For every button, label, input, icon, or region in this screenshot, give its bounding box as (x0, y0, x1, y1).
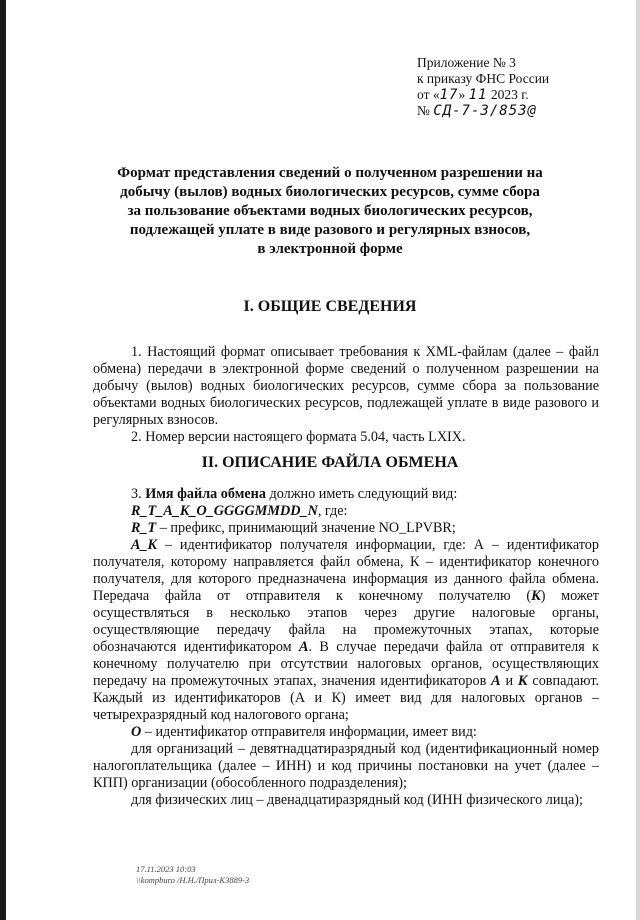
appendix-header (417, 55, 617, 119)
title-line: добычу (вылов) водных биологических ресурсов, сумме сбора (120, 184, 540, 200)
section-2-body (93, 486, 599, 809)
o-definition: O – идентификатор отправителя информации, имеет вид: (131, 724, 477, 740)
paragraph-1: 1. Настоящий формат описывает требования к XML-файлам (далее – файл обмена) передачи в электронной форме сведений о полученном разрешении на добычу (вылов) водных биологических ресурсов, сумме сбора за пользование объектами водных биологических ресурсов, подлежащей уплате в виде разового и регулярных взносов. (93, 344, 599, 428)
section-1-heading: I. ОБЩИЕ СВЕДЕНИЯ (243, 298, 417, 315)
org-definition: для организаций – девятнадцатиразрядный код (идентификационный номер налогоплательщика (далее – ИНН) и код причины постановки на учет (далее – КПП) организации (обособленного подразделения); (93, 741, 599, 791)
scan-edge-light (636, 0, 640, 920)
title-line: за пользование объектами водных биологических ресурсов, (127, 203, 533, 219)
title-line: в электронной форме (257, 241, 403, 257)
date-year: 2023 г. (490, 87, 529, 102)
date-month: 11 (468, 87, 488, 103)
filename-label: Имя файла обмена (145, 486, 266, 502)
filename-pattern-line: R_T_A_K_O_GGGGMMDD_N, где: (131, 503, 348, 519)
rt-definition: R_T – префикс, принимающий значение NO_LPVBR; (131, 520, 456, 536)
appendix-number: № СД-7-3/853@ (417, 103, 537, 119)
person-definition: для физических лиц – двенадцатиразрядный код (ИНН физического лица); (131, 792, 583, 808)
paragraph-3: 3. Имя файла обмена должно иметь следующий вид: (131, 486, 458, 502)
title-line: подлежащей уплате в виде разового и регулярных взносов, (129, 222, 531, 238)
appendix-line-1: Приложение № 3 (417, 55, 516, 70)
paragraph-2: 2. Номер версии настоящего формата 5.04, часть LXIX. (131, 429, 466, 445)
footer-filepath: \\kompburo /Н.Н./Прил-К3889-3 (136, 875, 250, 885)
footer-stamp (136, 864, 249, 886)
appendix-line-2: к приказу ФНС России (417, 71, 550, 86)
section-2-heading: II. ОПИСАНИЕ ФАЙЛА ОБМЕНА (201, 454, 459, 471)
footer-timestamp: 17.11.2023 10:03 (136, 864, 196, 874)
scan-edge-shadow (0, 0, 6, 920)
appendix-date: от «17» 11 2023 г. (417, 87, 529, 103)
order-number: СД-7-3/853@ (433, 103, 537, 119)
section-1-body (93, 344, 599, 446)
title-line: Формат представления сведений о полученном разрешении на (117, 165, 543, 181)
ak-definition: A_K – идентификатор получателя информации, где: А – идентификатор получателя, которому направляется файл обмена, К – идентификатор конечного получателя, для которого предназначена информация из данного файла обмена. Передача файла от отправителя к конечному получателю (К) может осуществляться в несколько этапов через другие налоговые органы, осуществляющие передачу файла на промежуточных этапах, которые обозначаются идентификатором А. В случае передачи файла от отправителя к конечному получателю при отсутствии налоговых органов, осуществляющих передачу на промежуточных этапах, значения идентификаторов А и К совпадают. Каждый из идентификаторов (А и К) имеет вид для налоговых органов – четырехразрядный код налогового органа; (93, 537, 600, 723)
date-day: 17 (439, 87, 459, 103)
filename-pattern: R_T_A_K_O_GGGGMMDD_N (131, 503, 318, 519)
document-title (60, 164, 600, 259)
